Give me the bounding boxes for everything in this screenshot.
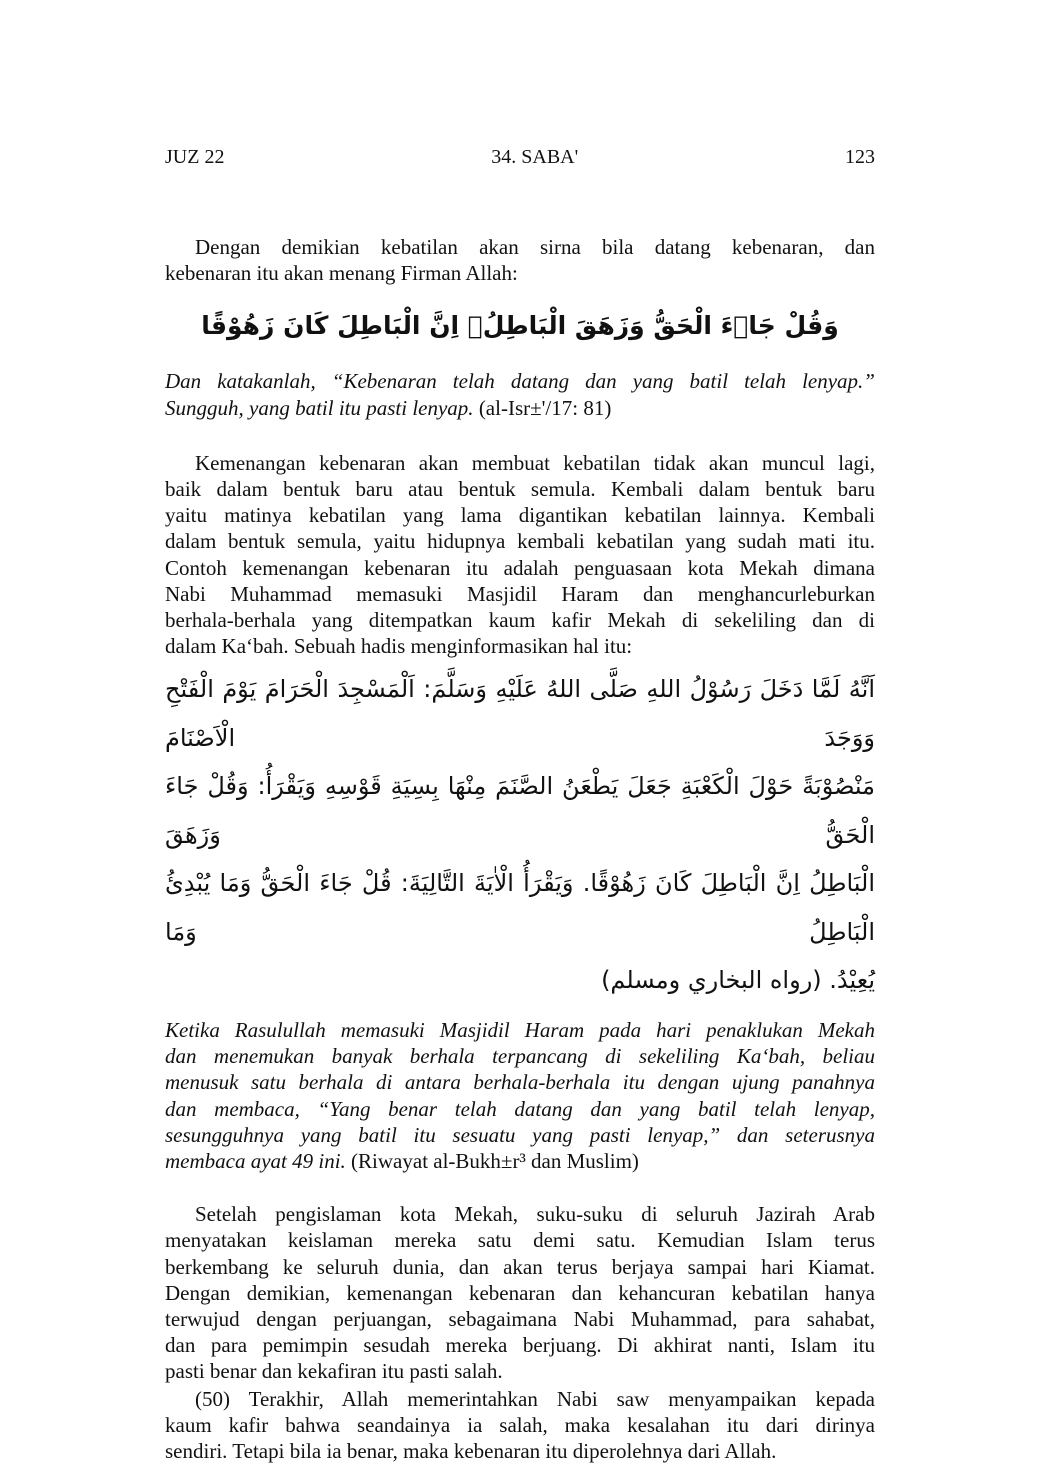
text-line: yaitu matinya kebatilan yang lama digantikan kebatilan lainnya. Kembali xyxy=(165,503,875,528)
text-line: kebenaran itu akan menang Firman Allah: xyxy=(165,261,518,286)
running-header xyxy=(165,144,875,170)
text-line: menyatakan keislaman mereka satu demi satu. Kemudian Islam terus xyxy=(165,1228,875,1253)
text-line: berhala-berhala yang ditempatkan kaum kafir Mekah di sekeliling dan di xyxy=(165,608,875,633)
paragraph-mecca xyxy=(165,1201,875,1384)
text-line-content: Sungguh, yang batil itu pasti lenyap. xyxy=(165,395,474,420)
text-line: dan membaca, “Yang benar telah datang dan yang batil telah lenyap, xyxy=(165,1096,875,1121)
text-line: Nabi Muhammad memasuki Masjidil Haram dan menghancurleburkan xyxy=(165,581,875,606)
hadith-translation xyxy=(165,1017,875,1174)
text-line: menusuk satu berhala di antara berhala-berhala itu dengan ujung panahnya xyxy=(165,1070,875,1095)
text-line: dan menemukan banyak berhala terpancang di sekeliling Ka‘bah, beliau xyxy=(165,1044,875,1069)
hadith-arabic xyxy=(165,665,875,1005)
text-line xyxy=(165,1148,875,1174)
header-surah: 34. SABA' xyxy=(491,146,579,168)
text-line: kaum kafir bahwa seandainya ia salah, maka kesalahan itu dari dirinya xyxy=(165,1412,875,1437)
text-line-content: membaca ayat 49 ini. xyxy=(165,1148,346,1173)
text-line: Dengan demikian kebatilan akan sirna bila datang kebenaran, dan xyxy=(195,235,875,259)
text-line: Ketika Rasulullah memasuki Masjidil Haram pada hari penaklukan Mekah xyxy=(165,1017,875,1042)
text-line: Setelah pengislaman kota Mekah, suku-suku di seluruh Jazirah Arab xyxy=(195,1202,875,1227)
text-line: pasti benar dan kekafiran itu pasti salah. xyxy=(165,1359,503,1384)
text-line: Kemenangan kebenaran akan membuat kebatilan tidak akan muncul lagi, xyxy=(195,450,875,475)
paragraph-intro xyxy=(165,234,875,286)
text-line: Dengan demikian, kemenangan kebenaran dan kehancuran kebatilan hanya xyxy=(165,1280,875,1305)
header-page-number: 123 xyxy=(845,146,875,168)
header-juz: JUZ 22 xyxy=(165,146,225,168)
text-line: terwujud dengan perjuangan, sebagaimana Nabi Muhammad, para sahabat, xyxy=(165,1306,875,1331)
text-line: dan para pemimpin sesudah mereka berjuang. Di akhirat nanti, Islam itu xyxy=(165,1333,875,1358)
text-line: Dan katakanlah, “Kebenaran telah datang dan yang batil telah lenyap.” xyxy=(165,369,875,394)
quran-verse: وَقُلْ جَاۤءَ الْحَقُّ وَزَهَقَ الْبَاطِلُۗ اِنَّ الْبَاطِلَ كَانَ زَهُوْقًا xyxy=(201,311,839,341)
text-line: sendiri. Tetapi bila ia benar, maka kebenaran itu diperolehnya dari Allah. xyxy=(165,1438,777,1463)
text-line: dalam bentuk semula, yaitu hidupnya kembali kebatilan yang sudah mati itu. xyxy=(165,529,875,554)
paragraph-victory xyxy=(165,450,875,660)
verse-translation xyxy=(165,368,875,420)
arabic-line: اَنَّهُ لَمَّا دَخَلَ رَسُوْلُ اللهِ صَلَّى اللهُ عَلَيْهِ وَسَلَّمَ: اَلْمَسْجِدَ الْحَرَامَ يَوْمَ الْفَتْحِ وَوَجَدَ الْاَصْنَامَ xyxy=(165,675,875,752)
hadith-reference: (Riwayat al-Bukh±r³ dan Muslim) xyxy=(345,1148,639,1173)
arabic-line: يُعِيْدُ. (رواه البخاري ومسلم) xyxy=(601,966,875,995)
arabic-line: الْبَاطِلُ اِنَّ الْبَاطِلَ كَانَ زَهُوْقًا. وَيَقْرَأُ الْاٰيَةَ التَّالِيَةَ: قُلْ جَاءَ الْحَقُّ وَمَا يُبْدِئُ الْبَاطِلُ وَمَا xyxy=(165,869,875,946)
text-line: Contoh kemenangan kebenaran itu adalah penguasaan kota Mekah dimana xyxy=(165,555,875,580)
text-line: sesungguhnya yang batil itu sesuatu yang pasti lenyap,” dan seterusnya xyxy=(165,1122,875,1147)
text-line: baik dalam bentuk baru atau bentuk semula. Kembali dalam bentuk baru xyxy=(165,477,875,502)
text-line: dalam Ka‘bah. Sebuah hadis menginformasikan hal itu: xyxy=(165,634,633,659)
text-line: (50) Terakhir, Allah memerintahkan Nabi saw menyampaikan kepada xyxy=(195,1386,875,1411)
arabic-line: مَنْصُوْبَةً حَوْلَ الْكَعْبَةِ جَعَلَ يَطْعَنُ الصَّنَمَ مِنْهَا بِسِيَةِ قَوْسِهِ وَيَقْرَأُ: وَقُلْ جَاءَ الْحَقُّ وَزَهَقَ xyxy=(165,772,875,849)
text-line: berkembang ke seluruh dunia, dan akan terus berjaya sampai hari Kiamat. xyxy=(165,1254,875,1279)
verse-reference: (al-Isr±'/17: 81) xyxy=(473,395,612,420)
text-line xyxy=(165,395,875,421)
paragraph-verse-50 xyxy=(165,1386,875,1465)
